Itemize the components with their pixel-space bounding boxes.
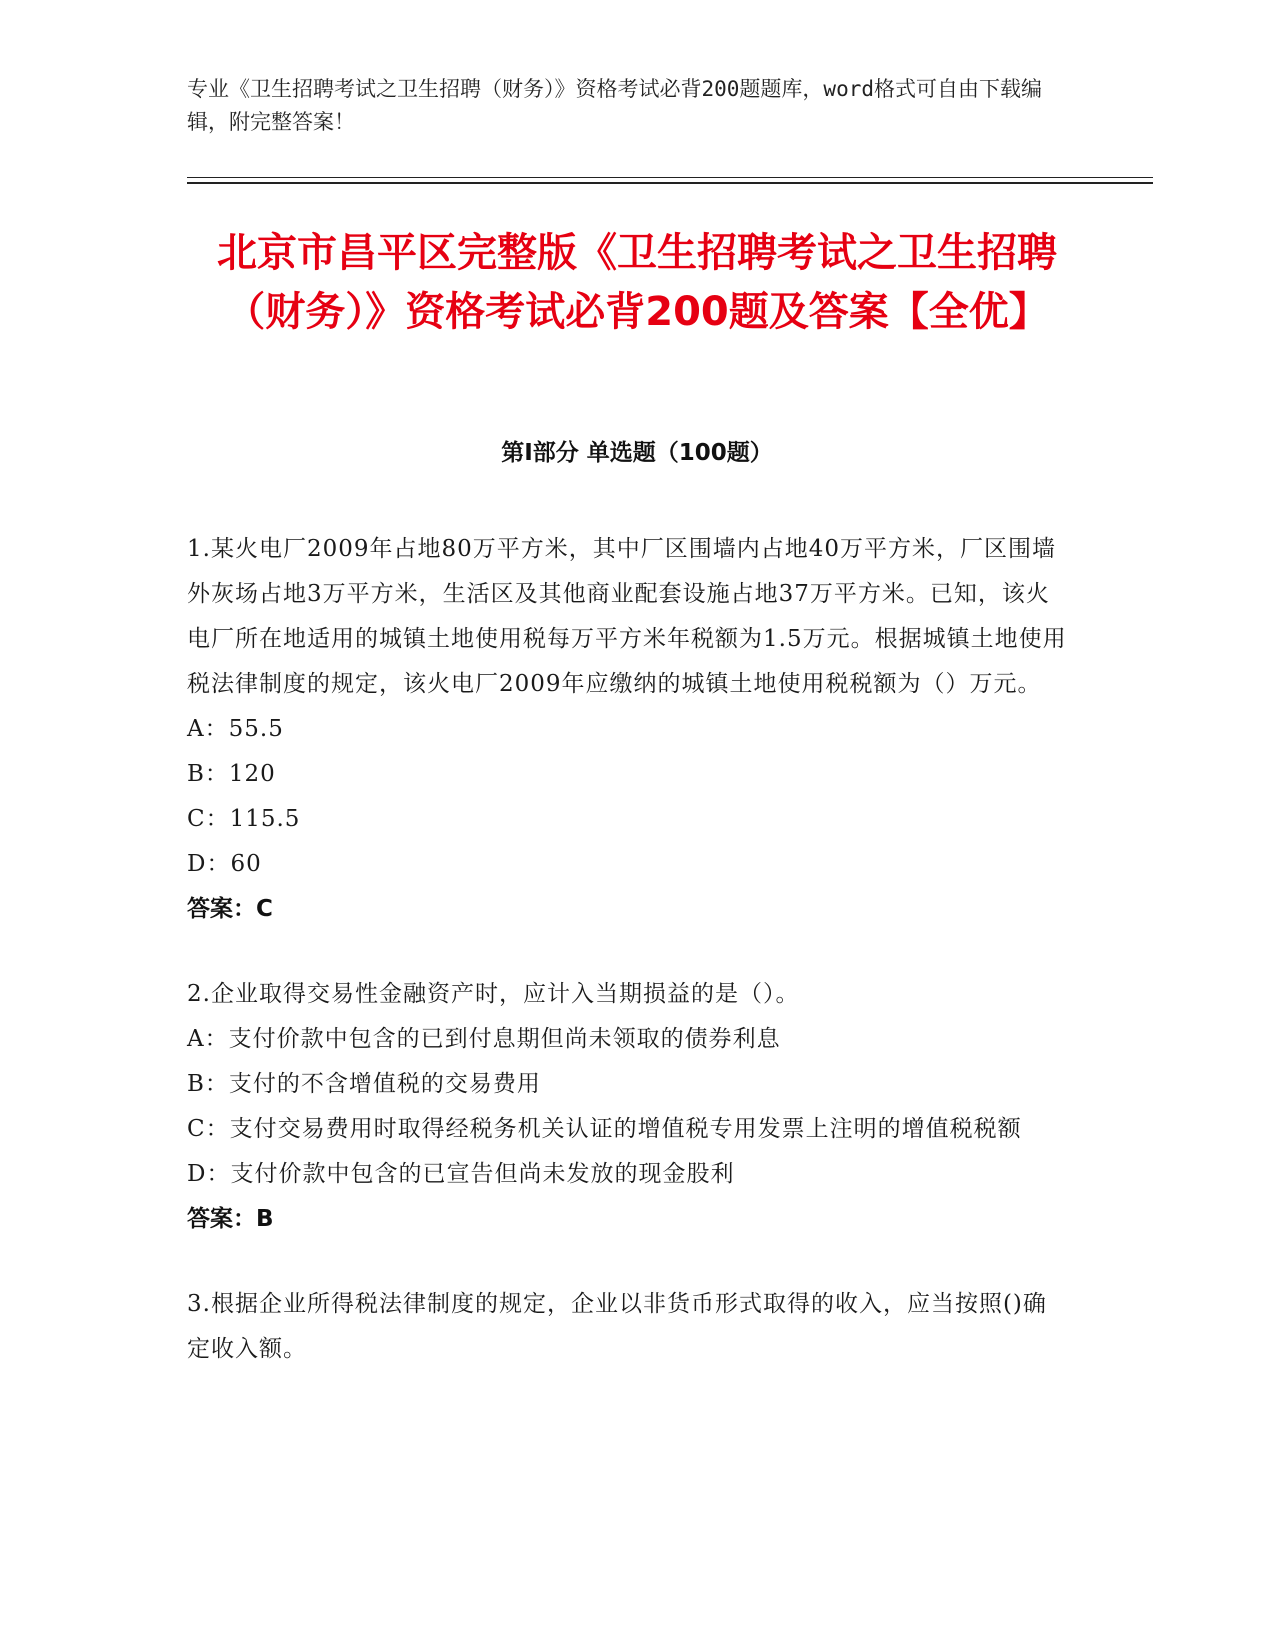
header-note: 专业《卫生招聘考试之卫生招聘（财务）》资格考试必背200题题库，word格式可自由下载编辑，附完整答案！ <box>187 77 1042 134</box>
question-stem: 3.根据企业所得税法律制度的规定，企业以非货币形式取得的收入，应当按照()确定收入额。 <box>187 1291 1047 1362</box>
option-b: B：支付的不含增值税的交易费用 <box>187 1071 541 1097</box>
document-title: 北京市昌平区完整版《卫生招聘考试之卫生招聘（财务）》资格考试必背200题及答案【全优】 <box>217 230 1057 335</box>
question-1 <box>187 527 1067 932</box>
option-a: A：支付价款中包含的已到付息期但尚未领取的债券利息 <box>187 1026 781 1052</box>
option-d: D：支付价款中包含的已宣告但尚未发放的现金股利 <box>187 1161 735 1187</box>
header-divider-thin <box>187 177 1153 178</box>
option-d: D：60 <box>187 851 262 877</box>
option-a: A：55.5 <box>187 716 284 742</box>
section-title: 第I部分 单选题（100题） <box>501 440 773 466</box>
question-list <box>187 527 1067 1412</box>
question-3 <box>187 1282 1067 1372</box>
question-2 <box>187 972 1067 1242</box>
question-stem: 1.某火电厂2009年占地80万平方米，其中厂区围墙内占地40万平方米，厂区围墙外灰场占地3万平方米，生活区及其他商业配套设施占地37万平方米。已知，该火电厂所在地适用的城镇土地使用税每万平方米年税额为1.5万元。根据城镇土地使用税法律制度的规定，该火电厂2009年应缴纳的城镇土地使用税税额为（）万元。 <box>187 536 1067 697</box>
option-c: C：115.5 <box>187 806 301 832</box>
header-divider-thick <box>187 182 1153 184</box>
answer: 答案：C <box>187 896 273 922</box>
option-b: B：120 <box>187 761 276 787</box>
question-stem: 2.企业取得交易性金融资产时，应计入当期损益的是（）。 <box>187 981 800 1007</box>
option-c: C：支付交易费用时取得经税务机关认证的增值税专用发票上注明的增值税税额 <box>187 1116 1022 1142</box>
answer: 答案：B <box>187 1206 274 1232</box>
